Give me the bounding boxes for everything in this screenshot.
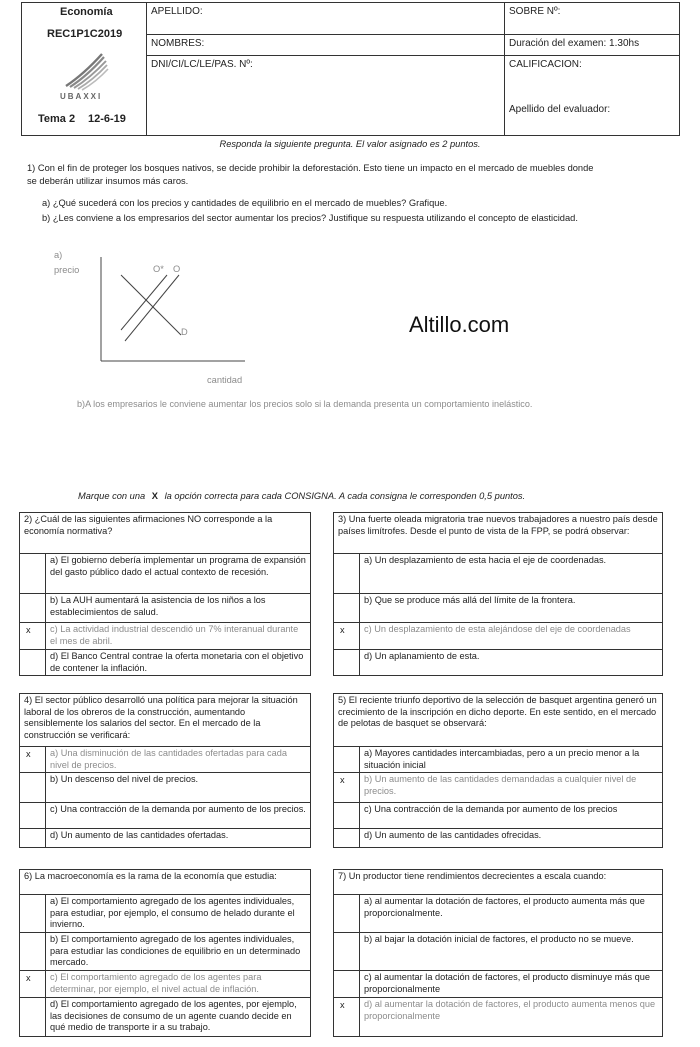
q7-mark-b[interactable]	[334, 933, 360, 970]
nombres-label: NOMBRES:	[151, 38, 205, 49]
q3-option-a[interactable]	[334, 553, 662, 593]
answer-b: b)A los empresarios le conviene aumentar los precios solo si la demanda presenta un comportamiento inelástico.	[77, 399, 533, 409]
q6-stem: 6) La macroeconomía es la rama de la economía que estudia:	[24, 871, 277, 881]
graph-x-label: cantidad	[207, 375, 243, 385]
q7-option-a[interactable]	[334, 894, 662, 932]
q4-text-d: d) Un aumento de las cantidades ofertadas.	[50, 830, 229, 840]
q3-text-c: c) Un desplazamiento de esta alejándose del eje de coordenadas	[364, 624, 631, 634]
q5-option-b[interactable]	[334, 772, 662, 802]
q6-mark-b[interactable]	[20, 933, 46, 970]
q5-option-d[interactable]	[334, 828, 662, 848]
q2-mark-d[interactable]	[20, 650, 46, 676]
q5-option-c[interactable]	[334, 802, 662, 828]
graph-y-label: precio	[54, 265, 80, 275]
q1-line1: 1) Con el fin de proteger los bosques nativos, se decide prohibir la deforestación. Esto tiene un impacto en el mercado de muebles donde	[27, 163, 594, 173]
q2-option-b[interactable]	[20, 593, 310, 622]
q5-mark-d[interactable]	[334, 829, 360, 848]
demand-label: D	[181, 327, 188, 337]
sobre-label: SOBRE Nº:	[509, 6, 561, 17]
question-3	[333, 512, 663, 676]
q4-text-c: c) Una contracción de la demanda por aumento de los precios.	[50, 804, 306, 814]
supply-label: O	[173, 264, 181, 274]
q5-text-c: c) Una contracción de la demanda por aumento de los precios	[364, 804, 618, 814]
q3-text-a: a) Un desplazamiento de esta hacia el eje de coordenadas.	[364, 555, 607, 565]
supply-curve	[125, 275, 179, 341]
q6-option-c[interactable]	[20, 970, 310, 997]
q4-text-b: b) Un descenso del nivel de precios.	[50, 774, 199, 784]
tema-label: Tema 2	[38, 113, 76, 125]
q3-mark-d[interactable]	[334, 650, 360, 676]
q2-text-b: b) La AUH aumentará la asistencia de los niños a los establecimientos de salud.	[50, 595, 266, 617]
q5-mark-c[interactable]	[334, 803, 360, 828]
watermark-text: Altillo.com	[409, 312, 510, 337]
q7-text-c: c) al aumentar la dotación de factores, el producto disminuye más que proporcionalmente	[364, 972, 650, 994]
duracion-label: Duración del examen: 1.30hs	[509, 38, 640, 49]
calificacion-label: CALIFICACION:	[509, 59, 582, 70]
supply-new-curve	[121, 275, 167, 330]
q7-mark-a[interactable]	[334, 895, 360, 932]
q6-mark-d[interactable]	[20, 998, 46, 1037]
instruction-2	[78, 491, 525, 501]
exam-date: 12-6-19	[88, 113, 126, 125]
q1-part-b: b) ¿Les conviene a los empresarios del sector aumentar los precios? Justifique su respuesta utilizando el concepto de elasticidad.	[42, 213, 578, 223]
q6-text-c: c) El comportamiento agregado de los agentes para determinar, por ejemplo, el nivel actual de inflación.	[50, 972, 262, 994]
q6-text-a: a) El comportamiento agregado de los agentes individuales, para estudiar, por ejemplo, el consumo de helado durante el invierno.	[50, 896, 295, 929]
q2-text-a: a) El gobierno debería implementar un programa de expansión del gasto público dado el actual contexto de recesión.	[50, 555, 306, 577]
q6-option-a[interactable]	[20, 894, 310, 932]
instruction-2-x: X	[151, 491, 158, 501]
q5-stem: 5) El reciente triunfo deportivo de la selección de basquet argentina generó un crecimiento de la inscripción en dicho deporte. En este sentido, en el mercado de pelotas de basquet se observará:	[338, 695, 657, 728]
q4-option-b[interactable]	[20, 772, 310, 802]
q6-mark-a[interactable]	[20, 895, 46, 932]
q2-mark-c[interactable]: x	[20, 623, 46, 649]
q5-text-d: d) Un aumento de las cantidades ofrecidas.	[364, 830, 542, 840]
exam-code: REC1P1C2019	[47, 28, 123, 40]
ubaxxi-logo	[62, 52, 110, 92]
q4-option-c[interactable]	[20, 802, 310, 828]
q5-text-b: b) Un aumento de las cantidades demandadas a cualquier nivel de precios.	[364, 774, 637, 796]
q4-mark-c[interactable]	[20, 803, 46, 828]
q3-mark-c[interactable]: x	[334, 623, 360, 649]
q5-mark-b[interactable]: x	[334, 773, 360, 802]
q6-mark-c[interactable]: x	[20, 971, 46, 997]
q2-mark-a[interactable]	[20, 554, 46, 593]
q3-mark-a[interactable]	[334, 554, 360, 593]
q2-text-d: d) El Banco Central contrae la oferta monetaria con el objetivo de contener la inflación.	[50, 651, 304, 673]
graph-label-a: a)	[54, 250, 63, 260]
q4-option-d[interactable]	[20, 828, 310, 848]
q4-text-a: a) Una disminución de las cantidades ofertadas para cada nivel de precios.	[50, 748, 287, 770]
q6-text-b: b) El comportamiento agregado de los agentes individuales, para estudiar las condiciones de equilibrio en un determinado mercado.	[50, 934, 301, 967]
apellido-label: APELLIDO:	[151, 6, 203, 17]
question-6	[19, 869, 311, 1037]
q5-mark-a[interactable]	[334, 747, 360, 772]
q4-mark-d[interactable]	[20, 829, 46, 848]
q4-mark-b[interactable]	[20, 773, 46, 802]
evaluador-label: Apellido del evaluador:	[509, 104, 611, 115]
q2-mark-b[interactable]	[20, 594, 46, 622]
instruction-1: Responda la siguiente pregunta. El valor asignado es 2 puntos.	[219, 139, 481, 149]
q7-text-d: d) al aumentar la dotación de factores, el producto aumenta menos que proporcionalmente	[364, 999, 656, 1021]
q2-option-d[interactable]	[20, 649, 310, 676]
q7-option-b[interactable]	[334, 932, 662, 970]
instruction-2-pre: Marque con una	[78, 491, 146, 501]
q3-option-b[interactable]	[334, 593, 662, 622]
q2-text-c: c) La actividad industrial descendió un 7% interanual durante el mes de abril.	[50, 624, 299, 646]
q4-option-a[interactable]	[20, 746, 310, 772]
q3-option-d[interactable]	[334, 649, 662, 676]
q2-option-c[interactable]	[20, 622, 310, 649]
question-5	[333, 693, 663, 848]
question-2	[19, 512, 311, 676]
q6-text-d: d) El comportamiento agregado de los agentes, por ejemplo, las decisiones de consumo de un agente cuando decide en qué medio de transporte ir a su trabajo.	[50, 999, 297, 1032]
dni-label: DNI/CI/LC/LE/PAS. Nº:	[151, 59, 253, 70]
question-7	[333, 869, 663, 1037]
q2-stem: 2) ¿Cuál de las siguientes afirmaciones NO corresponde a la economía normativa?	[24, 514, 273, 536]
q7-option-c[interactable]	[334, 970, 662, 997]
q7-text-b: b) al bajar la dotación inicial de factores, el producto no se mueve.	[364, 934, 634, 944]
question-4	[19, 693, 311, 848]
q3-stem: 3) Una fuerte oleada migratoria trae nuevos trabajadores a nuestro país desde países limítrofes. Desde el punto de vista de la FPP, se podrá observar:	[338, 514, 658, 536]
q3-text-d: d) Un aplanamiento de esta.	[364, 651, 480, 661]
supply-demand-graph	[95, 255, 255, 370]
q7-text-a: a) al aumentar la dotación de factores, el producto aumenta más que proporcionalmente.	[364, 896, 645, 918]
q1-part-a: a) ¿Qué sucederá con los precios y cantidades de equilibrio en el mercado de muebles? Grafique.	[42, 198, 448, 208]
q2-option-a[interactable]	[20, 553, 310, 593]
instruction-2-post: la opción correcta para cada CONSIGNA. A cada consigna le corresponden 0,5 puntos.	[164, 491, 526, 501]
q7-mark-d[interactable]: x	[334, 998, 360, 1037]
q3-text-b: b) Que se produce más allá del límite de la frontera.	[364, 595, 576, 605]
q4-mark-a[interactable]: x	[20, 747, 46, 772]
q6-option-d[interactable]	[20, 997, 310, 1037]
q5-text-a: a) Mayores cantidades intercambiadas, pero a un precio menor a la situación inicial	[364, 748, 640, 770]
supply-new-label: O*	[153, 264, 164, 274]
q4-stem: 4) El sector público desarrolló una política para mejorar la situación laboral de los obreros de la construcción, aumentando sensiblemente los salarios del sector. En el mercado de la construcción se verificará:	[24, 695, 298, 740]
q5-option-a[interactable]	[334, 746, 662, 772]
q7-option-d[interactable]	[334, 997, 662, 1037]
q7-mark-c[interactable]	[334, 971, 360, 997]
subject-title: Economía	[60, 6, 113, 18]
q6-option-b[interactable]	[20, 932, 310, 970]
q3-option-c[interactable]	[334, 622, 662, 649]
q7-stem: 7) Un productor tiene rendimientos decrecientes a escala cuando:	[338, 871, 607, 881]
q3-mark-b[interactable]	[334, 594, 360, 622]
q1-line2: se deberán utilizar insumos más caros.	[27, 176, 189, 186]
logo-text: UBAXXI	[60, 92, 103, 101]
q1-text	[27, 162, 593, 188]
